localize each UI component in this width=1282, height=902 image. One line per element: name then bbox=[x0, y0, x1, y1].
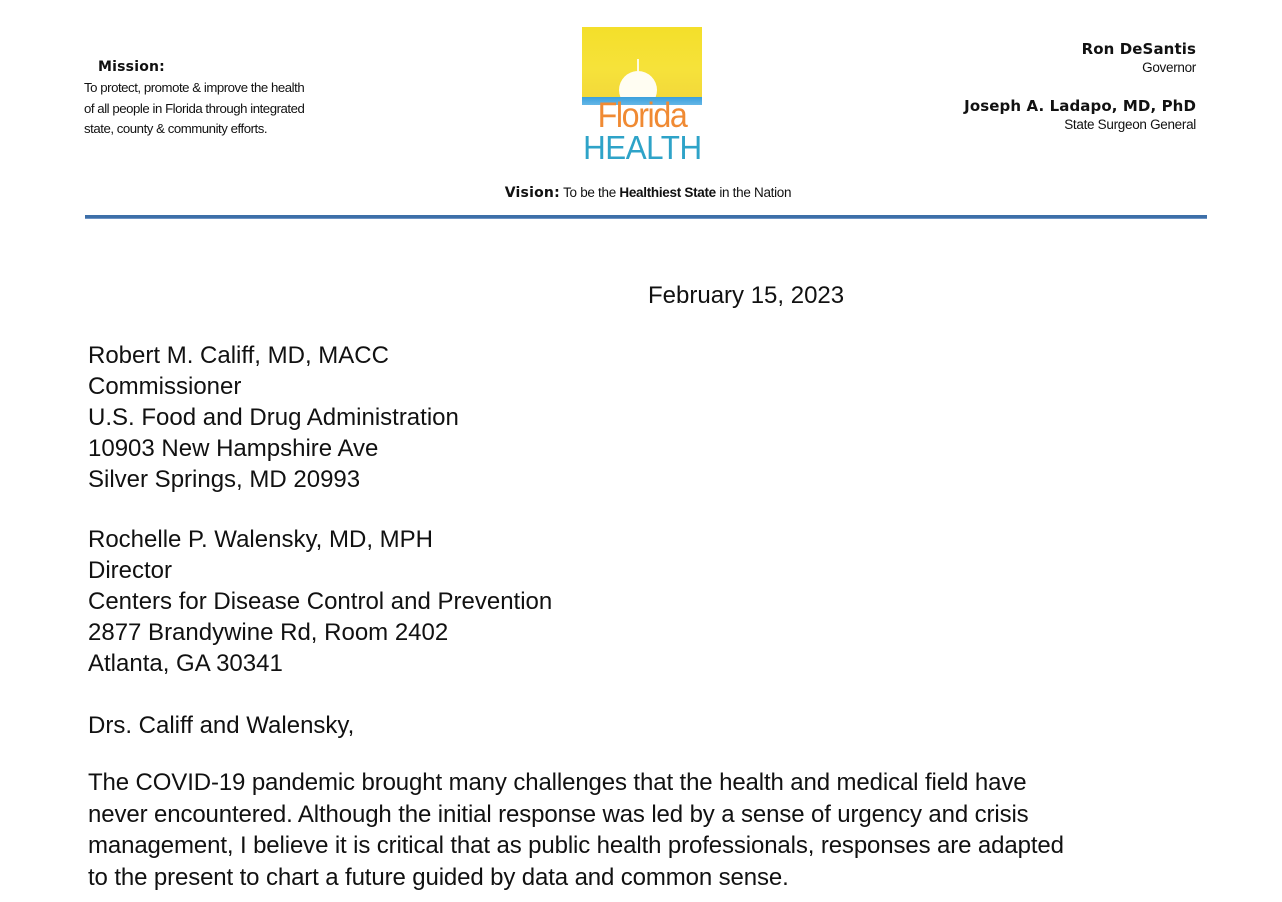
letter-date: February 15, 2023 bbox=[648, 282, 845, 309]
mission-line: state, county & community efforts. bbox=[84, 121, 268, 136]
body-line: to the present to chart a future guided by data and common sense. bbox=[88, 863, 789, 891]
mission-line: of all people in Florida through integrated bbox=[84, 100, 305, 116]
salutation: Drs. Califf and Walensky, bbox=[88, 712, 355, 739]
body-line: The COVID-19 pandemic brought many challenges that the health and medical field have bbox=[88, 769, 1027, 796]
recipient-address bbox=[88, 340, 459, 495]
florida-health-logo bbox=[582, 27, 702, 167]
vision-statement bbox=[0, 184, 1282, 202]
mission-statement bbox=[84, 58, 388, 140]
recipient-organization: U.S. Food and Drug Administration bbox=[88, 404, 459, 431]
sun-icon bbox=[619, 71, 657, 97]
vision-text-before: To be the bbox=[559, 185, 620, 200]
mission-label: Mission: bbox=[98, 59, 165, 75]
official-name: Joseph A. Ladapo, MD, PhD bbox=[964, 97, 1196, 115]
recipient-title: Commissioner bbox=[88, 373, 242, 400]
recipient-city: Silver Springs, MD 20993 bbox=[88, 466, 361, 493]
official-title: State Surgeon General bbox=[1064, 117, 1196, 132]
vision-bold-text: Healthiest State bbox=[619, 185, 716, 200]
recipient-title: Director bbox=[88, 557, 173, 584]
officials-block bbox=[796, 40, 1196, 134]
logo-health-text: HEALTH bbox=[583, 129, 702, 166]
recipient-street: 2877 Brandywine Rd, Room 2402 bbox=[88, 619, 449, 646]
header-divider bbox=[85, 215, 1207, 219]
vision-label: Vision: bbox=[504, 185, 560, 201]
recipient-organization: Centers for Disease Control and Prevention bbox=[88, 588, 553, 615]
recipient-city: Atlanta, GA 30341 bbox=[88, 650, 283, 677]
official-surgeon-general bbox=[796, 97, 1196, 134]
logo-florida-text: Florida bbox=[597, 96, 687, 135]
body-line: management, I believe it is critical that as public health professionals, responses are adapted bbox=[88, 832, 1064, 859]
recipient-address bbox=[88, 524, 552, 679]
body-paragraph bbox=[88, 767, 1198, 893]
recipient-street: 10903 New Hampshire Ave bbox=[88, 435, 379, 462]
official-name: Ron DeSantis bbox=[1081, 40, 1196, 58]
official-governor bbox=[796, 40, 1196, 77]
recipient-name: Rochelle P. Walensky, MD, MPH bbox=[88, 526, 433, 553]
sun-ray-icon bbox=[637, 59, 639, 71]
body-line: never encountered. Although the initial response was led by a sense of urgency and crisis bbox=[88, 800, 1029, 828]
mission-text bbox=[84, 78, 388, 140]
official-title: Governor bbox=[1142, 60, 1196, 75]
recipient-name: Robert M. Califf, MD, MACC bbox=[88, 342, 389, 369]
vision-text-after: in the Nation bbox=[715, 185, 792, 200]
logo-sky bbox=[582, 27, 702, 97]
mission-line: To protect, promote & improve the health bbox=[84, 80, 305, 95]
